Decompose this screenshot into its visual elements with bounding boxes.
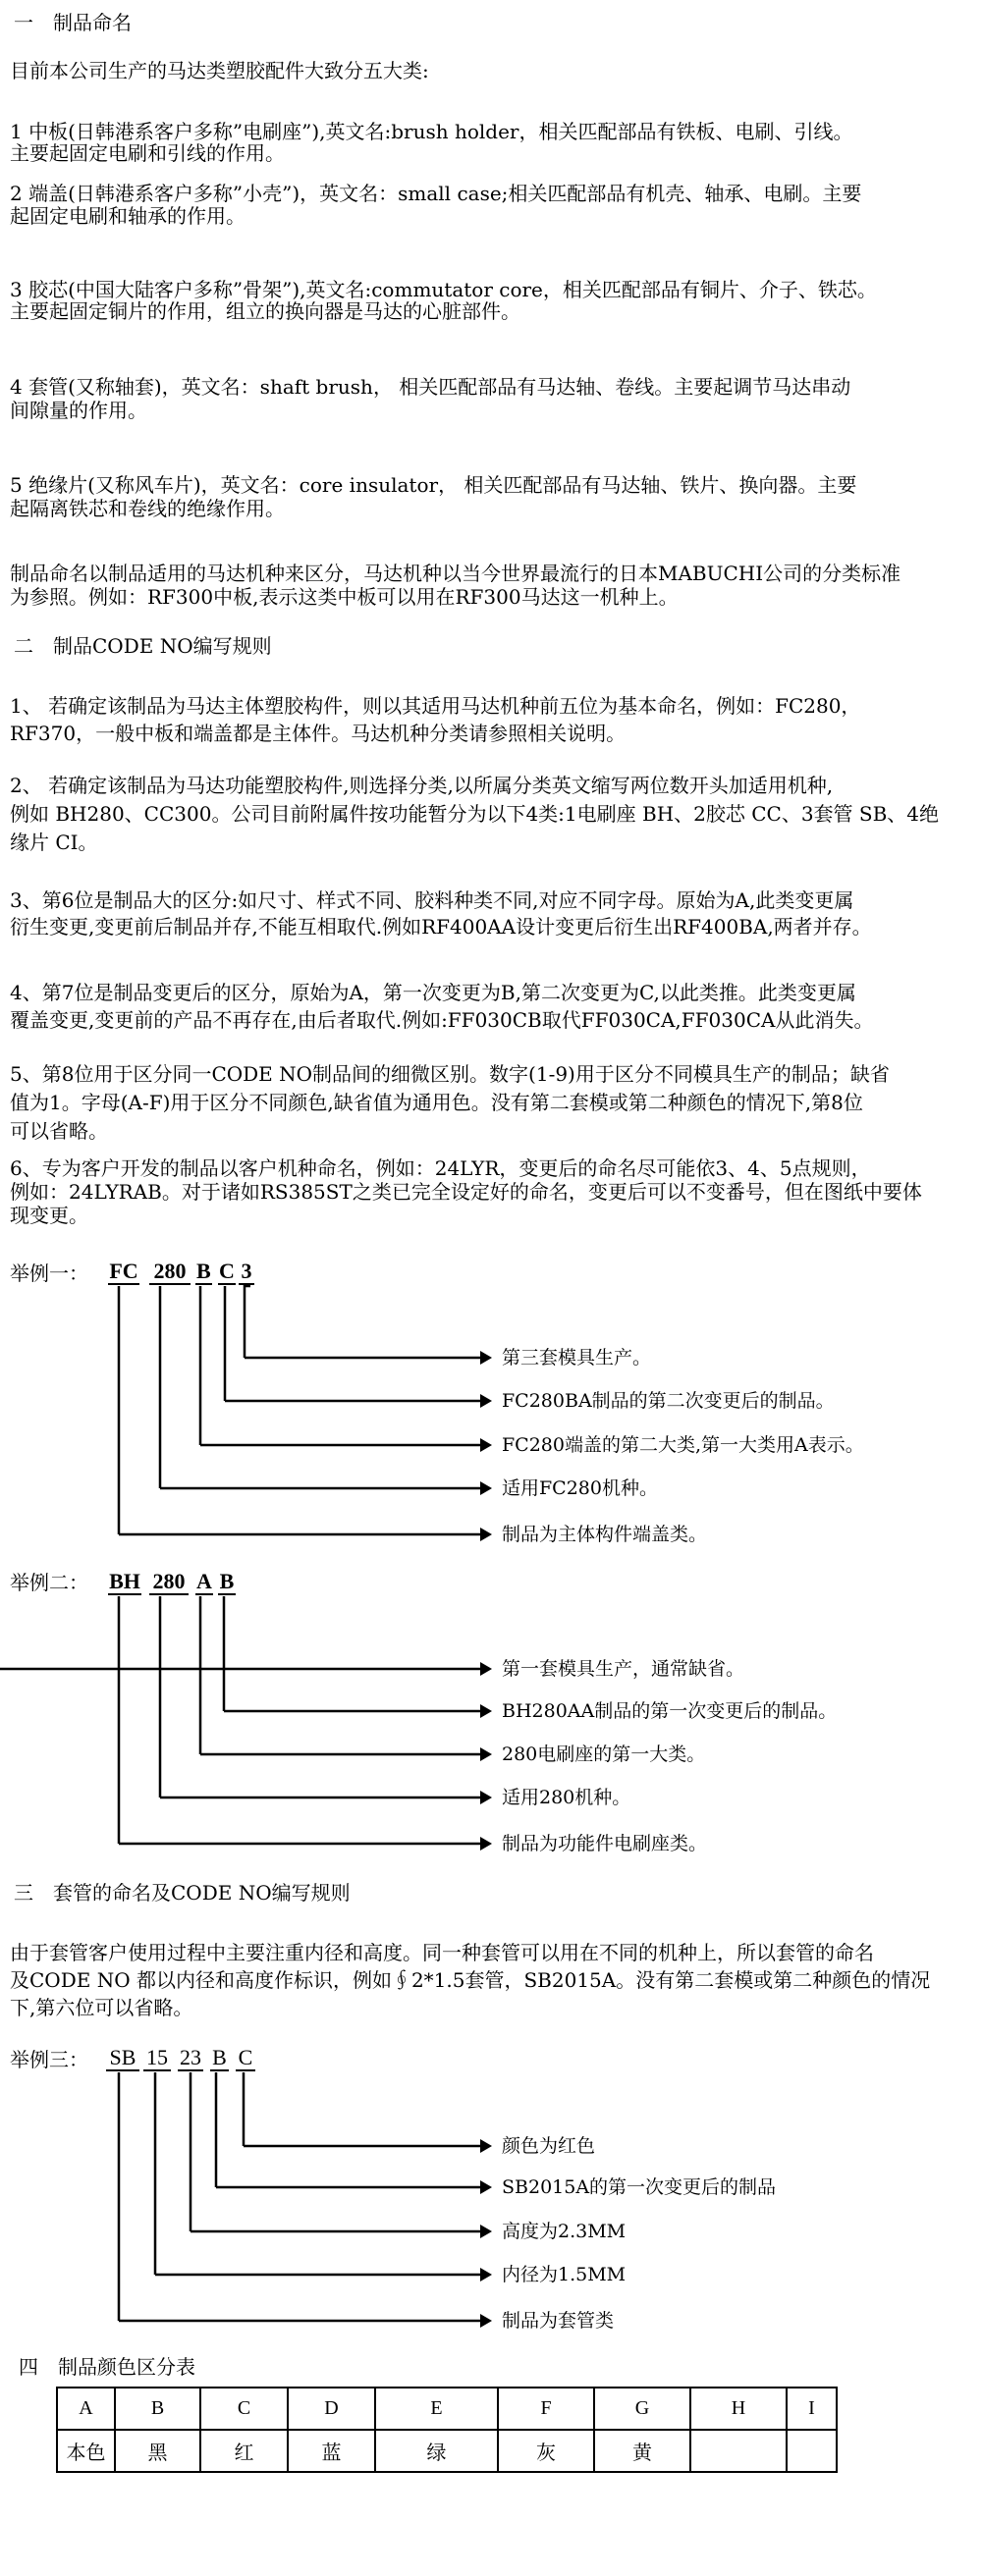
connector-arrow <box>119 1596 492 1851</box>
paragraph-line: 6、专为客户开发的制品以客户机种命名，例如：24LYR，变更后的命名尽可能依3、4、5点规则， <box>10 1156 871 1180</box>
connector-arrow <box>245 1286 492 1365</box>
code-segment: 280 <box>149 1260 191 1285</box>
connector-arrow <box>244 2072 492 2153</box>
connector-arrow <box>155 2072 492 2281</box>
code-segment: C <box>219 1259 235 1283</box>
color-name-cell: 蓝 <box>288 2430 375 2472</box>
paragraph-line: 1 中板(日韩港系客户多称”电刷座”),英文名:brush holder，相关匹配部品有铁板、电刷、引线。 <box>10 121 853 142</box>
color-name-cell: 本色 <box>57 2430 115 2472</box>
paragraph-line: 2、 若确定该制品为马达功能塑胶构件,则选择分类,以所属分类英文缩写两位数开头加适用机种, <box>10 774 834 797</box>
paragraph-line: 例如 BH280、CC300。公司目前附属件按功能暂分为以下4类:1电刷座 BH、2胶芯 CC、3套管 SB、4绝 <box>10 802 940 826</box>
paragraph-line: 5 绝缘片(又称风车片)，英文名：core insulator， 相关匹配部品有马达轴、铁片、换向器。主要 <box>10 473 857 497</box>
color-code-cell: H <box>690 2388 787 2430</box>
segment-meaning-label: FC280端盖的第二大类,第一大类用A表示。 <box>502 1434 864 1456</box>
connector-arrow <box>224 1596 492 1718</box>
paragraph-line: 3 胶芯(中国大陆客户多称”骨架”),英文名:commutator core，相关匹配部品有铜片、介子、铁芯。 <box>10 279 877 300</box>
arrowhead-icon <box>480 1394 492 1408</box>
connector-hook <box>245 1286 250 1358</box>
paragraph-line: 例如：24LYRAB。对于诸如RS385ST之类已完全设定好的命名，变更后可以不变番号，但在图纸中要体 <box>10 1180 922 1204</box>
paragraph-line: 5、第8位用于区分同一CODE NO制品间的细微区别。数字(1-9)用于区分不同模具生产的制品；缺省 <box>10 1062 890 1086</box>
code-segment: A <box>196 1569 212 1593</box>
connector-arrow <box>160 1286 492 1495</box>
paragraph-line: 下,第六位可以省略。 <box>10 1996 193 2019</box>
arrowhead-icon <box>480 2180 492 2194</box>
paragraph-line: 4、第7位是制品变更后的区分，原始为A，第一次变更为B,第二次变更为C,以此类推。此类变更属 <box>10 981 856 1004</box>
paragraph-line: 2 端盖(日韩港系客户多称”小壳”)，英文名：small case;相关匹配部品有机壳、轴承、电刷。主要 <box>10 183 862 205</box>
connector-arrow <box>0 1662 492 1676</box>
code-segment: B <box>219 1569 235 1593</box>
paragraph-line: RF370，一般中板和端盖都是主体件。马达机种分类请参照相关说明。 <box>10 722 627 745</box>
connector-arrow <box>191 2072 492 2238</box>
color-name-cell: 灰 <box>498 2430 594 2472</box>
segment-meaning-label: 高度为2.3MM <box>502 2221 627 2242</box>
code-segment: C <box>236 2046 255 2071</box>
color-code-cell: C <box>200 2388 288 2430</box>
connector-arrow <box>160 1596 492 1804</box>
arrowhead-icon <box>480 1837 492 1851</box>
paragraph-line: 3、第6位是制品大的区分:如尺寸、样式不同、胶料种类不同,对应不同字母。原始为A,此类变更属 <box>10 888 854 912</box>
arrowhead-icon <box>480 1528 492 1541</box>
section-1-heading: 一 制品命名 <box>14 11 132 34</box>
color-name-cell: 黑 <box>115 2430 200 2472</box>
code-segment: BH <box>109 1569 140 1593</box>
color-name-cell: 红 <box>200 2430 288 2472</box>
color-code-cell: I <box>787 2388 837 2430</box>
paragraph-line: 可以省略。 <box>10 1119 108 1143</box>
paragraph-line: 主要起固定铜片的作用，组立的换向器是马达的心脏部件。 <box>10 300 520 322</box>
color-code-cell: G <box>594 2388 690 2430</box>
arrowhead-icon <box>480 2225 492 2238</box>
code-segment: 23 <box>180 2045 201 2069</box>
paragraph-line: 为参照。例如：RF300中板,表示这类中板可以用在RF300马达这一机种上。 <box>10 585 679 609</box>
segment-meaning-label: 第三套模具生产。 <box>502 1347 652 1368</box>
code-segment: 15 <box>143 2046 171 2071</box>
color-code-cell: B <box>115 2388 200 2430</box>
color-code-cell: E <box>375 2388 498 2430</box>
paragraph-line: 现变更。 <box>10 1204 88 1227</box>
arrowhead-icon <box>480 1351 492 1365</box>
paragraph-line: 覆盖变更,变更前的产品不再存在,由后者取代.例如:FF030CB取代FF030CA,FF030CA从此消失。 <box>10 1008 874 1032</box>
paragraph-line: 间隙量的作用。 <box>10 399 147 422</box>
paragraph-line: 由于套管客户使用过程中主要注重内径和高度。同一种套管可以用在不同的机种上，所以套管的命名 <box>10 1941 874 1964</box>
example-2-title: 举例二： <box>10 1571 88 1594</box>
connector-arrow <box>119 2072 492 2328</box>
arrowhead-icon <box>480 1662 492 1676</box>
paragraph-line: 主要起固定电刷和引线的作用。 <box>10 142 285 164</box>
segment-meaning-label: 制品为主体构件端盖类。 <box>502 1524 708 1545</box>
segment-meaning-label: BH280AA制品的第一次变更后的制品。 <box>502 1700 838 1722</box>
arrowhead-icon <box>480 2314 492 2328</box>
example-3-title: 举例三： <box>10 2048 88 2071</box>
section-2-heading: 二 制品CODE NO编写规则 <box>14 634 272 658</box>
example-1-title: 举例一： <box>10 1261 88 1285</box>
color-name-cell: 绿 <box>375 2430 498 2472</box>
color-name-cell: 黄 <box>594 2430 690 2472</box>
paragraph-line: 起隔离铁芯和卷线的绝缘作用。 <box>10 497 285 520</box>
color-code-cell: F <box>498 2388 594 2430</box>
segment-meaning-label: 内径为1.5MM <box>502 2264 627 2285</box>
code-segment: SB <box>106 2046 139 2071</box>
arrowhead-icon <box>480 2139 492 2153</box>
segment-meaning-label: 第一套模具生产，通常缺省。 <box>502 1658 745 1680</box>
arrowhead-icon <box>480 2268 492 2281</box>
segment-meaning-label: 颜色为红色 <box>502 2135 596 2157</box>
connector-arrow <box>216 2072 492 2194</box>
paragraph-line: 4 套管(又称轴套)，英文名：shaft brush， 相关匹配部品有马达轴、卷线。主要起调节马达串动 <box>10 375 851 399</box>
arrowhead-icon <box>480 1747 492 1761</box>
paragraph-line: 起固定电刷和轴承的作用。 <box>10 205 246 228</box>
arrowhead-icon <box>480 1438 492 1452</box>
paragraph-line: 值为1。字母(A-F)用于区分不同颜色,缺省值为通用色。没有第二套模或第二种颜色的情况下,第8位 <box>10 1091 863 1114</box>
arrowhead-icon <box>480 1791 492 1804</box>
code-segment: 3 <box>239 1260 254 1285</box>
arrowhead-icon <box>480 1481 492 1495</box>
connector-arrow <box>119 1286 492 1541</box>
segment-meaning-label: 制品为功能件电刷座类。 <box>502 1833 708 1854</box>
section-3-heading: 三 套管的命名及CODE NO编写规则 <box>14 1881 351 1905</box>
connector-arrow <box>225 1286 492 1408</box>
segment-meaning-label: 适用FC280机种。 <box>502 1477 658 1499</box>
paragraph-line: 及CODE NO 都以内径和高度作标识，例如∮2*1.5套管，SB2015A。没有第二套模或第二种颜色的情况 <box>10 1968 931 1992</box>
code-segment: 280 <box>149 1570 189 1595</box>
code-segment: FC <box>109 1259 138 1283</box>
code-segment: B <box>210 2046 229 2071</box>
color-code-cell: D <box>288 2388 375 2430</box>
segment-meaning-label: SB2015A的第一次变更后的制品 <box>502 2176 777 2198</box>
segment-meaning-label: FC280BA制品的第二次变更后的制品。 <box>502 1390 835 1412</box>
paragraph-line: 缘片 CI。 <box>10 831 98 854</box>
segment-meaning-label: 制品为套管类 <box>502 2310 615 2332</box>
intro-line: 目前本公司生产的马达类塑胶配件大致分五大类: <box>10 59 429 82</box>
segment-meaning-label: 适用280机种。 <box>502 1787 631 1808</box>
section-4-heading: 四 制品颜色区分表 <box>19 2355 195 2379</box>
color-code-cell: A <box>57 2388 115 2430</box>
segment-meaning-label: 280电刷座的第一大类。 <box>502 1744 706 1765</box>
paragraph-line: 衍生变更,变更前后制品并存,不能互相取代.例如RF400AA设计变更后衍生出RF400BA,两者并存。 <box>10 915 872 939</box>
paragraph-line: 制品命名以制品适用的马达机种来区分，马达机种以当今世界最流行的日本MABUCHI公司的分类标准 <box>10 562 901 585</box>
arrowhead-icon <box>480 1704 492 1718</box>
connector-arrow <box>200 1596 492 1761</box>
paragraph-line: 1、 若确定该制品为马达主体塑胶构件，则以其适用马达机种前五位为基本命名，例如：FC280， <box>10 694 861 718</box>
code-segment: B <box>196 1259 211 1283</box>
